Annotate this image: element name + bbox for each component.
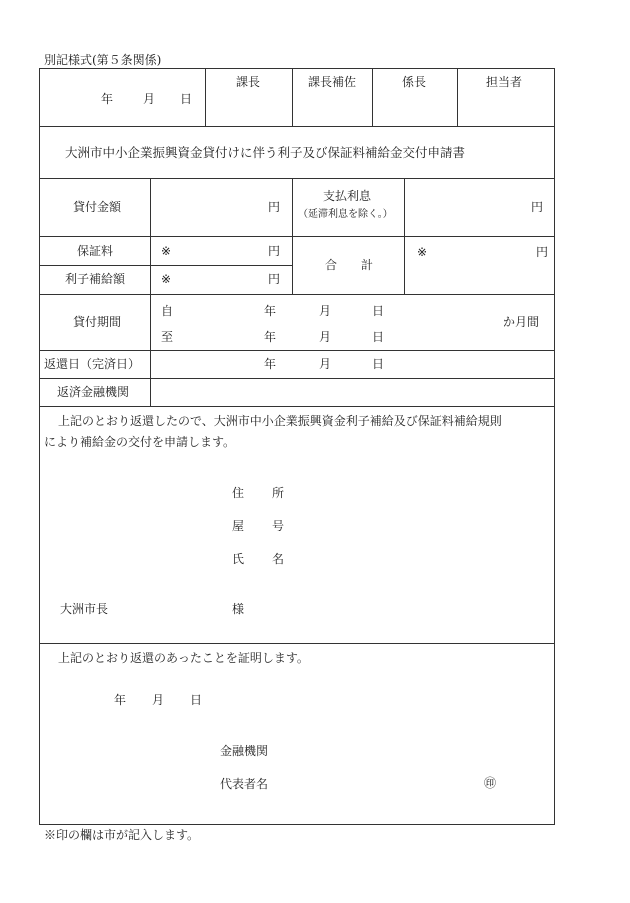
divider (404, 178, 405, 294)
total-unit: 円 (536, 245, 549, 259)
divider (292, 68, 293, 126)
divider (39, 265, 292, 266)
repayment-year: 年 (264, 357, 277, 371)
divider (39, 178, 555, 179)
divider (39, 294, 555, 295)
loan-period-from-year: 年 (264, 304, 277, 318)
honorific: 様 (232, 602, 245, 616)
repayment-bank-label: 返済金融機関 (57, 385, 130, 399)
loan-period-to-year: 年 (264, 330, 277, 344)
approver-subsection-chief: 係長 (402, 75, 427, 89)
guarantee-fee-mark: ※ (161, 244, 172, 258)
certification-text: 上記のとおり返還のあったことを証明します。 (58, 651, 309, 665)
name-label-b: 名 (272, 552, 285, 566)
address-label-a: 住 (232, 486, 245, 500)
cert-day: 日 (190, 693, 203, 707)
loan-amount-label: 貸付金額 (73, 200, 122, 214)
divider (150, 178, 151, 406)
guarantee-fee-label: 保証料 (77, 244, 114, 258)
application-text-line1: 上記のとおり返還したので、大洲市中小企業振興資金利子補給及び保証料補給規則 (58, 414, 502, 428)
interest-paid-note: （延滞利息を除く。） (298, 209, 393, 220)
header-year: 年 (101, 92, 114, 106)
name-label-a: 氏 (232, 552, 245, 566)
page-title: 大洲市中小企業振興資金貸付けに伴う利子及び保証料補給金交付申請書 (65, 145, 466, 160)
repayment-day: 日 (372, 357, 385, 371)
loan-period-from-day: 日 (372, 304, 385, 318)
application-text-line2: により補給金の交付を申請します。 (44, 435, 236, 449)
divider (39, 126, 555, 127)
address-label-b: 所 (272, 486, 285, 500)
addressee: 大洲市長 (60, 602, 109, 616)
interest-paid-label: 支払利息 (323, 189, 372, 203)
total-mark: ※ (417, 245, 428, 259)
repayment-month: 月 (319, 357, 332, 371)
divider (372, 68, 373, 126)
interest-paid-unit: 円 (531, 200, 544, 214)
interest-subsidy-unit: 円 (268, 272, 281, 286)
divider (292, 178, 293, 294)
divider (39, 378, 555, 379)
approver-deputy-chief: 課長補佐 (308, 75, 357, 89)
header-day: 日 (180, 92, 193, 106)
loan-period-label: 貸付期間 (73, 315, 122, 329)
interest-subsidy-label: 利子補給額 (65, 272, 126, 286)
loan-period-from: 自 (161, 304, 174, 318)
trade-name-label-a: 屋 (232, 519, 245, 533)
divider (39, 350, 555, 351)
header-month: 月 (143, 92, 156, 106)
trade-name-label-b: 号 (272, 519, 285, 533)
cert-month: 月 (152, 693, 165, 707)
divider (39, 236, 555, 237)
divider (457, 68, 458, 126)
form-label: 別記様式(第５条関係) (44, 53, 162, 67)
repayment-date-label: 返還日（完済日） (44, 357, 141, 371)
loan-period-from-month: 月 (319, 304, 332, 318)
loan-period-to-day: 日 (372, 330, 385, 344)
footnote: ※印の欄は市が記入します。 (44, 828, 200, 842)
interest-subsidy-mark: ※ (161, 272, 172, 286)
bank-label: 金融機関 (220, 744, 269, 758)
loan-period-to: 至 (161, 330, 174, 344)
total-label: 合 計 (325, 258, 374, 272)
cert-year: 年 (114, 693, 127, 707)
loan-period-months: か月間 (503, 315, 540, 329)
approver-section-chief: 課長 (236, 75, 261, 89)
representative-label: 代表者名 (220, 777, 269, 791)
divider (39, 406, 555, 407)
divider (39, 643, 555, 644)
approver-staff: 担当者 (486, 75, 523, 89)
guarantee-fee-unit: 円 (268, 244, 281, 258)
loan-amount-unit: 円 (268, 200, 281, 214)
divider (205, 68, 206, 126)
seal-icon: ㊞ (484, 776, 497, 790)
loan-period-to-month: 月 (319, 330, 332, 344)
